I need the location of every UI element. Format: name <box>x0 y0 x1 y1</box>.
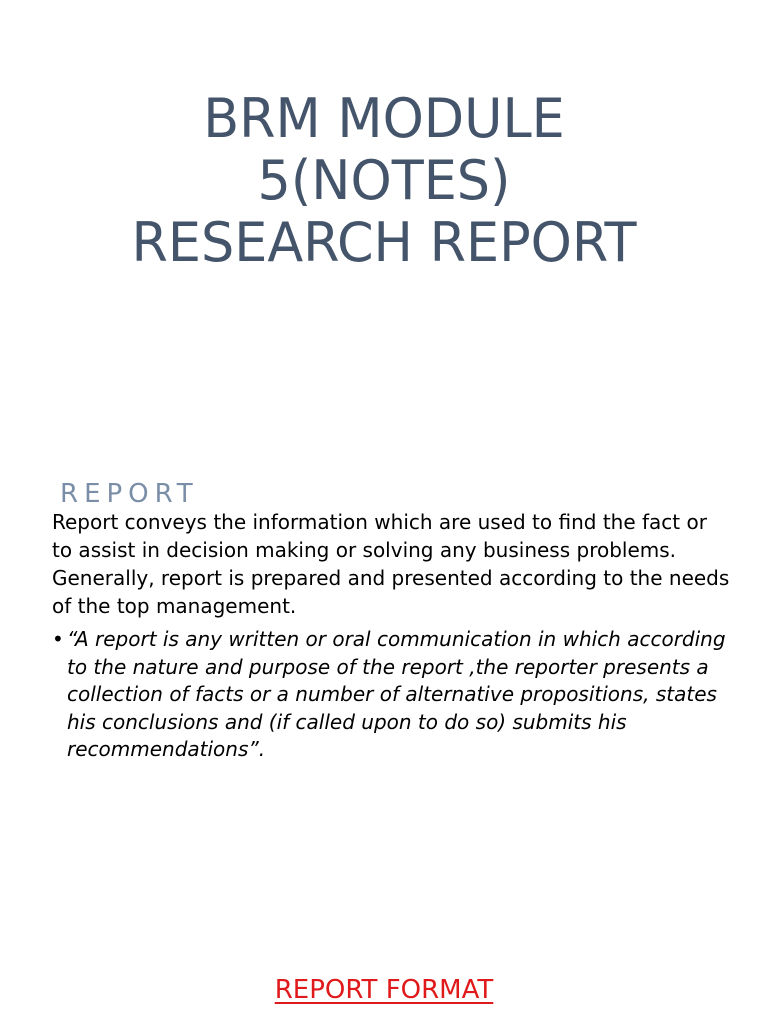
report-format-link-container <box>0 974 768 1006</box>
definition-bullet <box>52 626 732 764</box>
title-line-3: RESEARCH REPORT <box>131 211 637 274</box>
section-heading: REPORT <box>60 479 199 509</box>
title-line-2: 5(NOTES) <box>257 149 511 212</box>
title-line-1: BRM MODULE <box>203 87 565 150</box>
report-format-link[interactable]: REPORT FORMAT <box>274 975 494 1005</box>
page-title <box>0 88 768 274</box>
bullet-icon: • <box>52 627 64 651</box>
definition-quote: “A report is any written or oral communication in which according to the nature and purpose of the report ,the reporter presents a collection of facts or a number of alternative propositions, states his conclusions and (if called upon to do so) submits his recommendations”. <box>67 627 726 761</box>
body-paragraph: Report conveys the information which are used to find the fact or to assist in decision making or solving any business problems. Generally, report is prepared and presented according to the needs of the top management. <box>52 510 730 618</box>
